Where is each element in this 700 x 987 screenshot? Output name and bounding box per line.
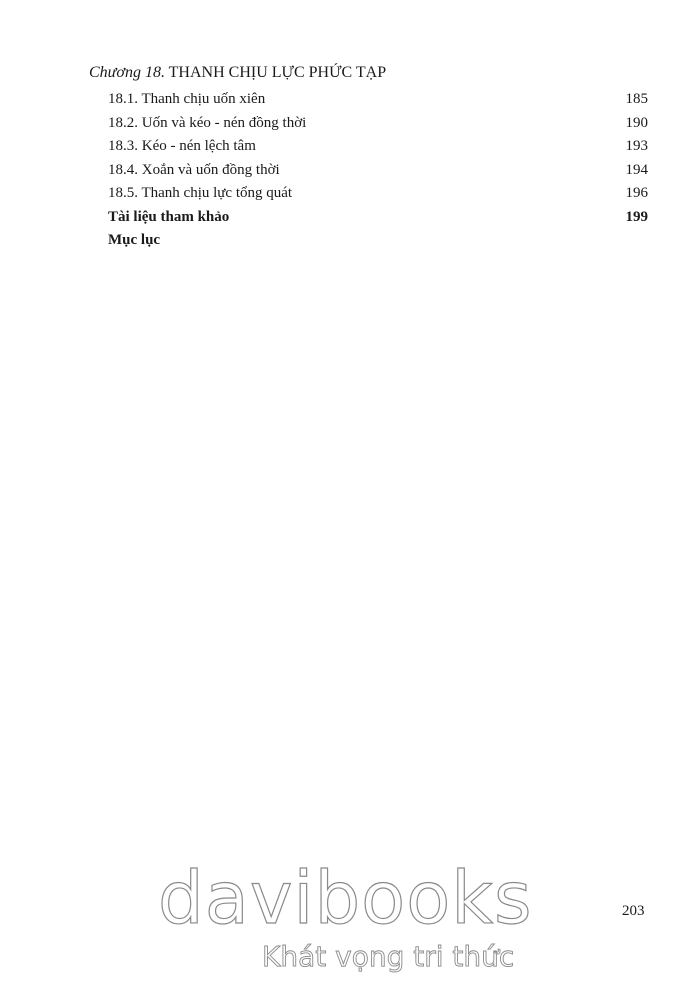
toc-entry-page: 194 bbox=[625, 161, 648, 178]
table-of-contents bbox=[108, 88, 648, 253]
toc-entry-references bbox=[108, 206, 648, 230]
toc-entry bbox=[108, 182, 648, 206]
page-number: 203 bbox=[622, 903, 645, 919]
chapter-title: THANH CHỊU LỰC PHỨC TẠP bbox=[168, 64, 387, 81]
toc-entry bbox=[108, 112, 648, 136]
toc-entry-title: 18.3. Kéo - nén lệch tâm bbox=[108, 138, 256, 154]
toc-entry-title: 18.1. Thanh chịu uốn xiên bbox=[108, 91, 266, 107]
toc-entry-page: 185 bbox=[625, 91, 648, 107]
toc-entry-title: 18.5. Thanh chịu lực tổng quát bbox=[108, 185, 293, 201]
toc-entry-title: Mục lục bbox=[108, 232, 161, 248]
watermark-slogan: Khát vọng tri thức bbox=[262, 940, 515, 973]
toc-entry-page: 199 bbox=[625, 208, 648, 225]
toc-entry-title: 18.2. Uốn và kéo - nén đồng thời bbox=[108, 114, 307, 131]
watermark-brand: davibooks bbox=[158, 856, 533, 940]
toc-entry bbox=[108, 135, 648, 159]
toc-entry-contents bbox=[108, 229, 648, 253]
toc-entry-title: Tài liệu tham khảo bbox=[108, 208, 230, 225]
toc-entry-page: 190 bbox=[625, 114, 648, 131]
toc-entry-title: 18.4. Xoắn và uốn đồng thời bbox=[108, 161, 280, 178]
toc-entry bbox=[108, 159, 648, 183]
chapter-heading bbox=[89, 64, 386, 82]
toc-entry-page: 193 bbox=[625, 138, 648, 154]
toc-entry bbox=[108, 88, 648, 112]
publisher-watermark bbox=[158, 858, 558, 978]
toc-entry-page: 196 bbox=[625, 185, 648, 201]
chapter-label: Chương 18. bbox=[89, 64, 165, 81]
